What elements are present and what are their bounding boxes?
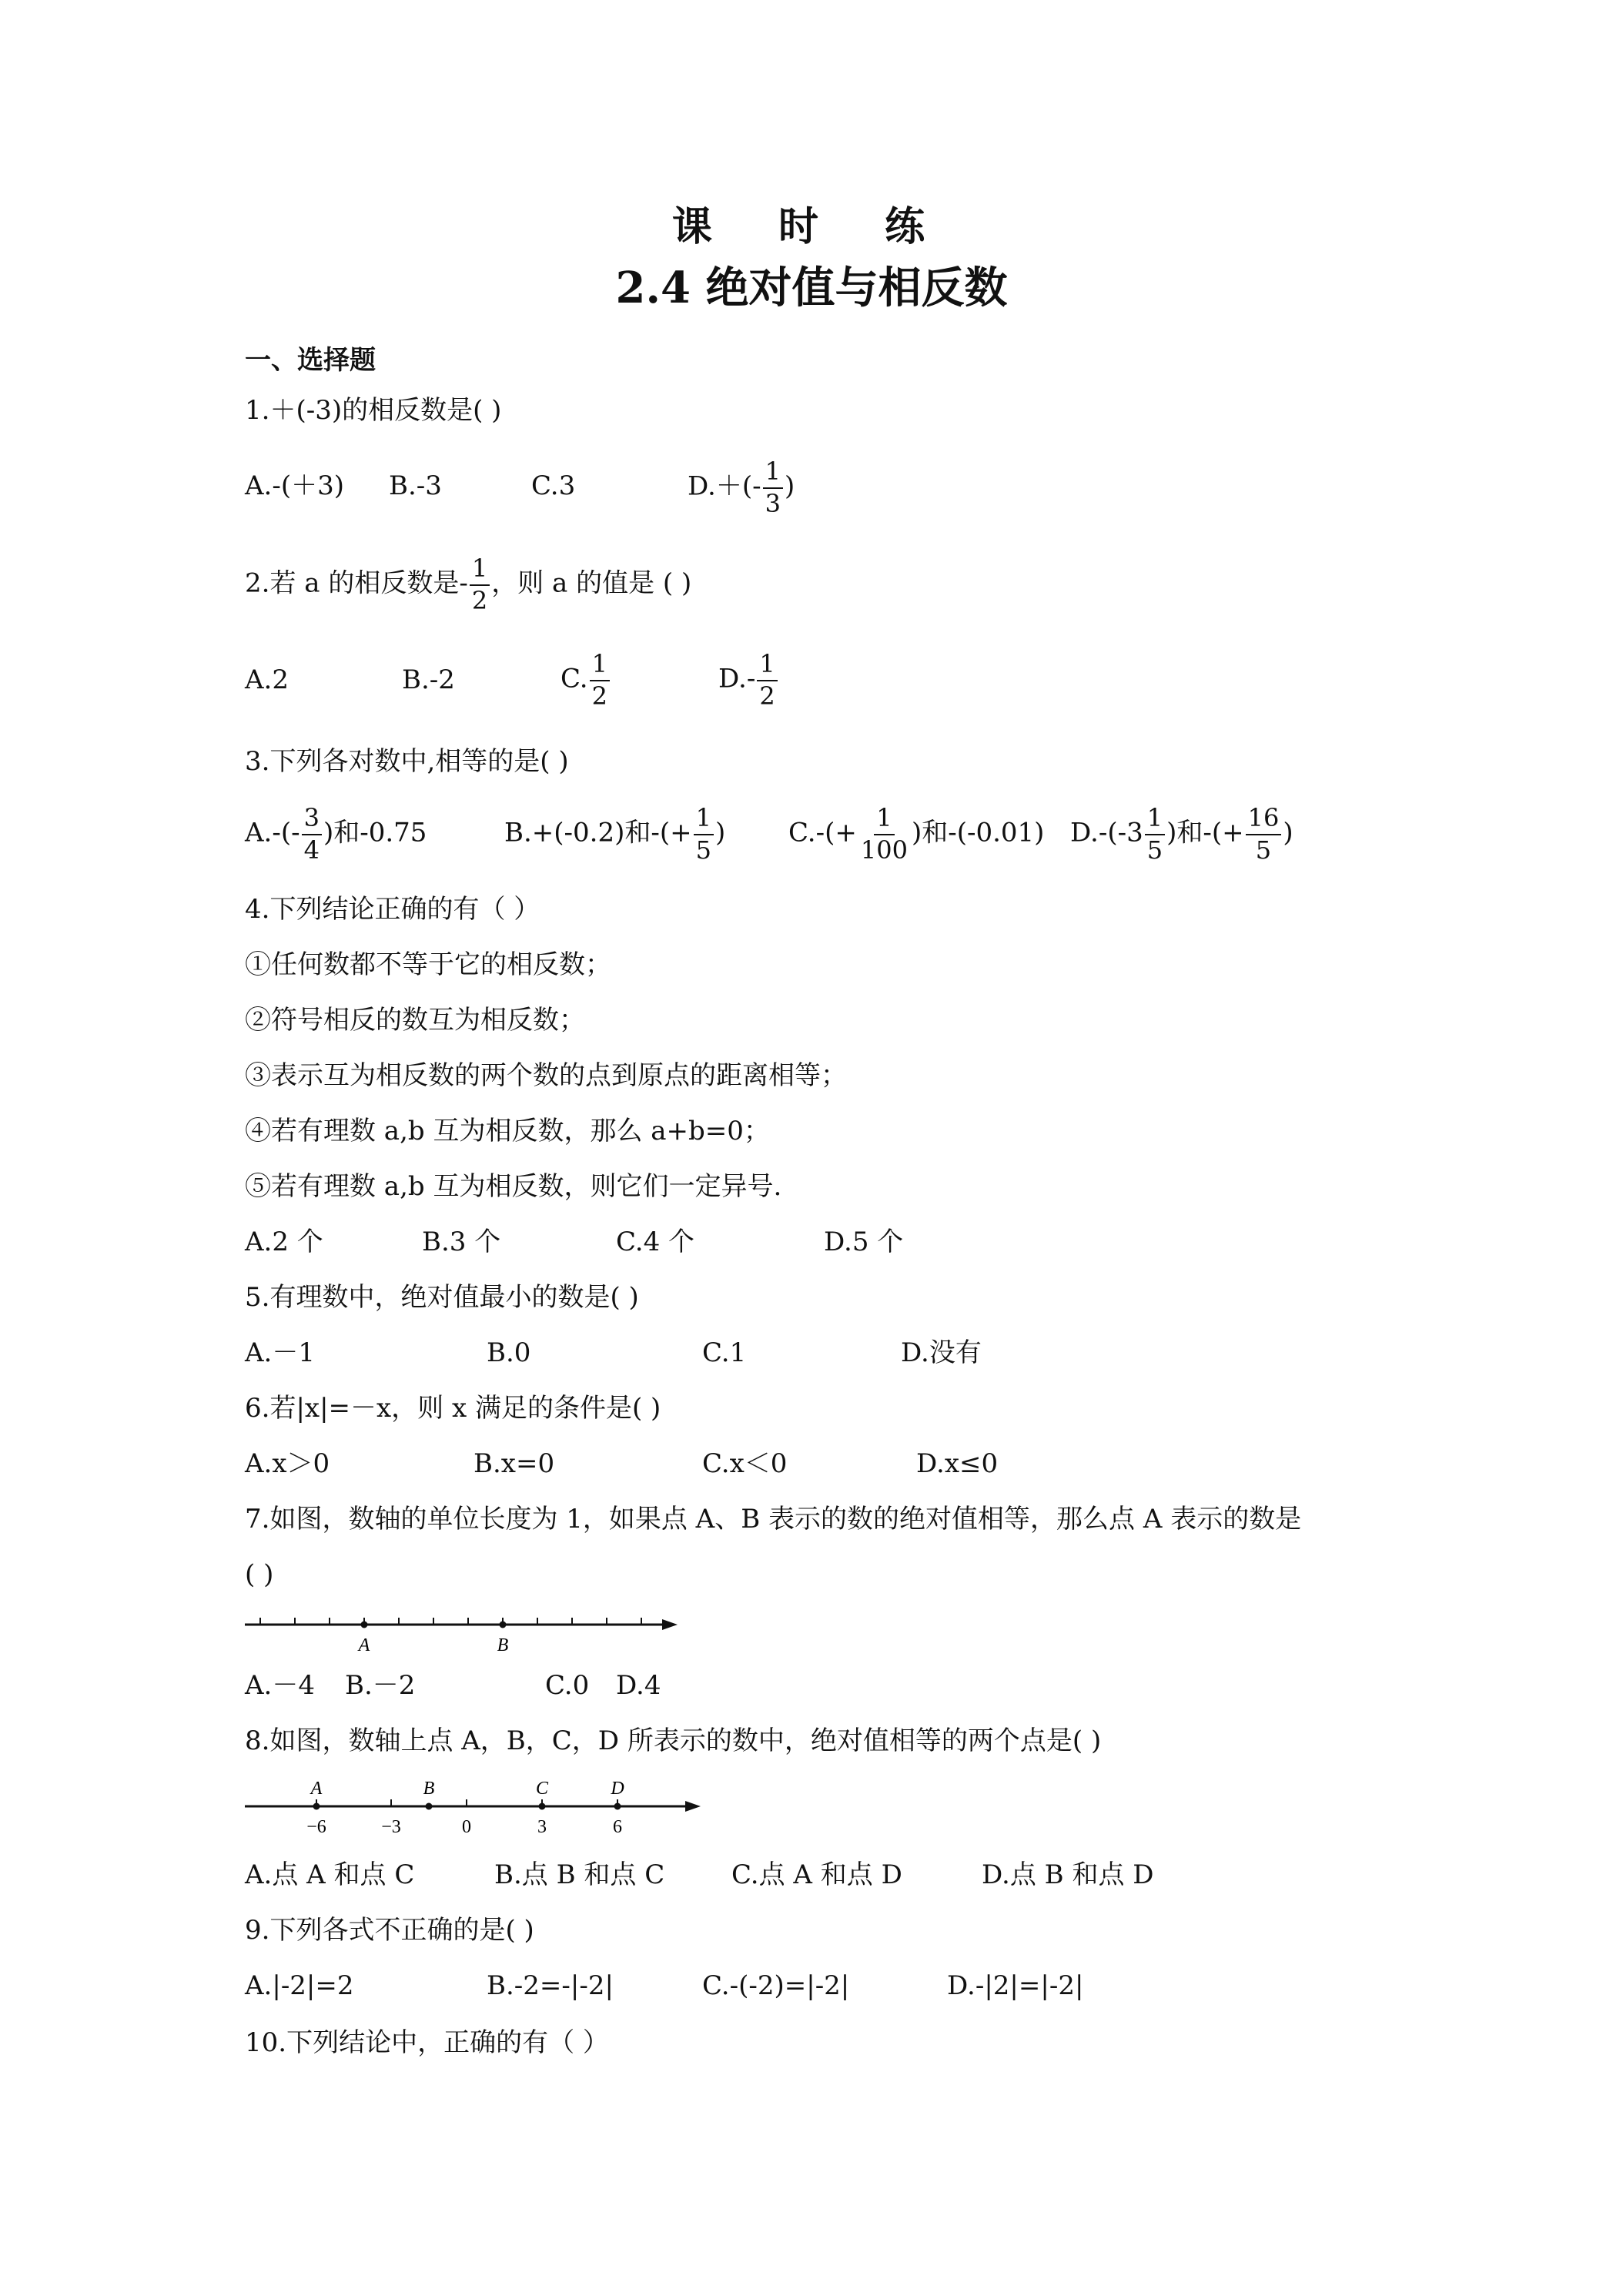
question-8-stem: 8.如图，数轴上点 A，B，C，D 所表示的数中，绝对值相等的两个点是( ) (245, 1725, 1102, 1756)
tick-label: −3 (381, 1817, 401, 1837)
question-1-stem: 1.＋(-3)的相反数是( ) (245, 395, 502, 426)
q3-a-prefix: A.-(- (245, 817, 300, 848)
fraction (590, 651, 610, 709)
q1-d-prefix: D.＋(- (688, 470, 761, 502)
number-line-q7 (245, 1609, 684, 1657)
q4-statement-3: ③表示互为相反数的两个数的点到原点的距离相等； (245, 1060, 847, 1091)
q3-option-a (245, 805, 427, 863)
q5-option-c: C.1 (702, 1337, 747, 1368)
point-b (500, 1622, 507, 1628)
point-a (313, 1803, 320, 1810)
denominator: 3 (765, 488, 781, 518)
numerator: 16 (1246, 805, 1282, 835)
q1-option-c: C.3 (531, 470, 576, 501)
q3-c-prefix: C.-(+ (788, 817, 857, 848)
point-c (539, 1803, 546, 1810)
q3-option-b (504, 805, 725, 863)
point-d-label: D (611, 1779, 624, 1799)
q7-option-c: C.0 (545, 1670, 590, 1701)
q3-d-prefix: D.-(-3 (1070, 817, 1143, 848)
question-3-stem: 3.下列各对数中,相等的是( ) (245, 746, 569, 777)
point-b (426, 1803, 433, 1810)
lesson-title: 2.4 绝对值与相反数 (615, 263, 1008, 313)
question-2-stem (245, 556, 691, 614)
point-d (614, 1803, 621, 1810)
q4-statement-4: ④若有理数 a,b 互为相反数，那么 a+b=0； (245, 1116, 770, 1146)
q3-option-d (1070, 805, 1293, 863)
q7-option-d: D.4 (616, 1670, 661, 1701)
q8-option-d: D.点 B 和点 D (982, 1859, 1154, 1890)
fraction (1246, 805, 1282, 863)
q3-d-suffix: ) (1283, 817, 1293, 848)
q8-option-a: A.点 A 和点 C (245, 1859, 415, 1890)
numerator: 1 (590, 651, 610, 681)
numerator: 1 (763, 459, 783, 489)
section-heading: 一、选择题 (245, 345, 376, 376)
numerator: 1 (694, 805, 714, 835)
denominator: 4 (303, 835, 320, 865)
tick-label: −6 (306, 1817, 326, 1837)
tick-label: 3 (537, 1817, 547, 1837)
q7-option-b: B.－2 (345, 1670, 416, 1701)
q3-d-middle: )和-(+ (1166, 817, 1244, 848)
question-4-stem: 4.下列结论正确的有（ ） (245, 894, 540, 925)
fraction (858, 805, 910, 863)
q3-c-suffix: )和-(-0.01) (911, 817, 1045, 848)
tick-label: 6 (613, 1817, 622, 1837)
q2-option-a: A.2 (245, 664, 289, 695)
fraction (302, 805, 322, 863)
fraction (1145, 805, 1165, 863)
q3-a-suffix: )和-0.75 (323, 817, 427, 848)
q4-option-c: C.4 个 (616, 1227, 695, 1257)
denominator: 2 (759, 681, 775, 711)
q1-option-b: B.-3 (389, 470, 442, 501)
denominator: 2 (591, 681, 607, 711)
denominator: 5 (695, 835, 711, 865)
point-b-label: B (423, 1779, 435, 1799)
q2-stem-prefix: 2.若 a 的相反数是- (245, 567, 468, 599)
q6-option-a: A.x＞0 (245, 1448, 330, 1479)
axis-arrow-icon (685, 1801, 701, 1812)
q1-option-d (688, 459, 795, 517)
number-line-q8 (245, 1771, 707, 1839)
question-7-stem: 7.如图，数轴的单位长度为 1，如果点 A、B 表示的数的绝对值相等，那么点 A 表示的数是 (245, 1504, 1302, 1535)
q2-option-d (718, 651, 779, 709)
denominator: 100 (860, 835, 908, 865)
q8-option-c: C.点 A 和点 D (731, 1859, 902, 1890)
numerator: 1 (470, 556, 490, 586)
q3-b-prefix: B.+(-0.2)和-(+ (504, 817, 692, 848)
numerator: 1 (874, 805, 894, 835)
q6-option-b: B.x=0 (474, 1448, 555, 1479)
question-7-stem-cont: ( ) (245, 1559, 274, 1590)
numerator: 1 (1145, 805, 1165, 835)
point-b-label: B (497, 1635, 509, 1655)
q1-option-a: A.-(＋3) (245, 470, 345, 501)
q5-option-d: D.没有 (901, 1337, 982, 1368)
q2-stem-suffix: ，则 a 的值是 ( ) (491, 567, 692, 599)
q9-option-a: A.|-2|=2 (245, 1970, 354, 2001)
q4-option-d: D.5 个 (824, 1227, 904, 1257)
q4-statement-2: ②符号相反的数互为相反数； (245, 1005, 585, 1036)
q2-c-prefix: C. (561, 663, 588, 694)
q6-option-d: D.x≤0 (916, 1448, 999, 1479)
tick-label: 0 (462, 1817, 471, 1837)
point-a-label: A (310, 1779, 323, 1799)
question-6-stem: 6.若|x|=－x，则 x 满足的条件是( ) (245, 1393, 661, 1424)
point-a (361, 1622, 368, 1628)
q3-option-c (788, 805, 1044, 863)
q2-option-b: B.-2 (402, 664, 455, 695)
fraction (757, 651, 777, 709)
q5-option-b: B.0 (487, 1337, 531, 1368)
axis-arrow-icon (662, 1619, 678, 1630)
q8-option-b: B.点 B 和点 C (494, 1859, 665, 1890)
document-title: 课 时 练 (671, 203, 952, 250)
fraction (763, 459, 783, 517)
denominator: 5 (1146, 835, 1163, 865)
q4-option-a: A.2 个 (245, 1227, 323, 1257)
q1-d-suffix: ) (784, 470, 795, 502)
denominator: 5 (1255, 835, 1272, 865)
q5-option-a: A.－1 (245, 1337, 315, 1368)
point-a-label: A (358, 1635, 370, 1655)
q9-option-b: B.-2=-|-2| (487, 1970, 614, 2001)
q4-statement-1: ①任何数都不等于它的相反数； (245, 949, 611, 980)
q2-option-c (561, 651, 611, 709)
q6-option-c: C.x＜0 (702, 1448, 788, 1479)
q2-d-prefix: D.- (718, 663, 756, 694)
q4-statement-5: ⑤若有理数 a,b 互为相反数，则它们一定异号. (245, 1171, 782, 1202)
q9-option-d: D.-|2|=|-2| (947, 1970, 1084, 2001)
point-c-label: C (535, 1779, 549, 1799)
fraction (694, 805, 714, 863)
question-5-stem: 5.有理数中，绝对值最小的数是( ) (245, 1282, 639, 1313)
q7-option-a: A.－4 (245, 1670, 315, 1701)
q3-b-suffix: ) (714, 817, 726, 848)
q4-option-b: B.3 个 (422, 1227, 501, 1257)
numerator: 3 (302, 805, 322, 835)
question-10-stem: 10.下列结论中，正确的有（ ） (245, 2027, 609, 2058)
q9-option-c: C.-(-2)=|-2| (702, 1970, 850, 2001)
question-9-stem: 9.下列各式不正确的是( ) (245, 1915, 534, 1946)
denominator: 2 (471, 585, 488, 615)
fraction (470, 556, 490, 614)
numerator: 1 (757, 651, 777, 681)
